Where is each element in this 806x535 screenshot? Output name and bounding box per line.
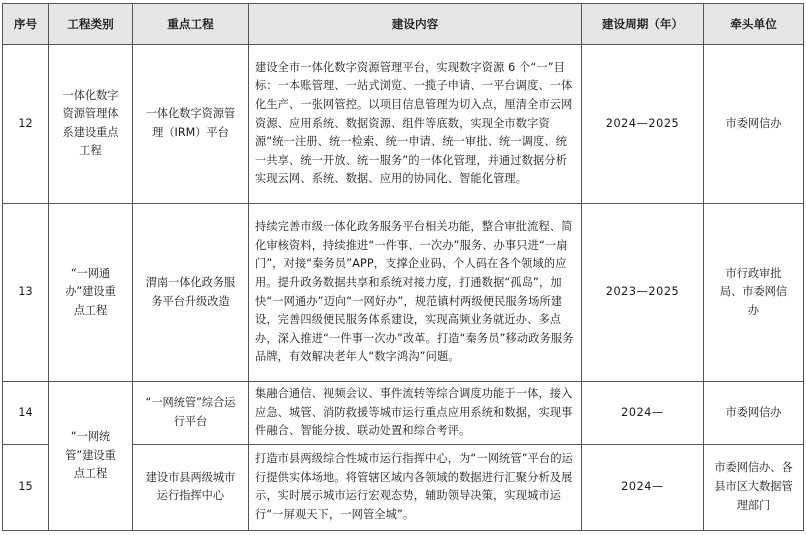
table-row (3, 45, 804, 204)
row-project-text: 渭南一体化政务服务平台升级改造 (145, 275, 236, 308)
row-lead (704, 45, 804, 204)
projects-table (2, 3, 804, 531)
header-row (3, 4, 804, 45)
row-category-text: “一网通办”建设重点工程 (65, 266, 116, 317)
row-lead (704, 444, 804, 530)
row-project-text: “一网统管”综合运行平台 (145, 396, 236, 428)
row-lead-text: 市行政审批局、市委网信办 (719, 266, 788, 317)
row-lead-text: 市委网信办、各县市区大数据管理部门 (714, 461, 793, 512)
row-no: 14 (3, 382, 49, 444)
row-period: 2024— (582, 444, 704, 530)
row-project (133, 382, 249, 444)
row-lead-text: 市委网信办 (725, 116, 782, 130)
row-project (133, 45, 249, 204)
row-content: 持续完善市级一体化政务服务平台相关功能，整合审批流程、简化审核资料，持续推进“一件事、一次办”服务、办事只进“一扇门”，对接“秦务员”APP，支撑企业码、个人码在各个领域的应用。提升政务数据共享和系统对接力度，打通数据“孤岛”，加快“一网通办”迈向“一网好办”，规范镇村两级便民服务场所建设，完善四级便民服务体系建设，实现高频业务就近办、多点办，深入推进“一件事一次办”改革。打造“秦务员”移动政务服务品牌，有效解决老年人“数字鸿沟”问题。 (249, 203, 582, 382)
row-no: 13 (3, 203, 49, 382)
row-project (133, 203, 249, 382)
header-category: 工程类别 (49, 4, 133, 45)
row-project (133, 444, 249, 530)
header-project: 重点工程 (133, 4, 249, 45)
row-lead (704, 382, 804, 444)
table-row (3, 382, 804, 444)
row-content: 集融合通信、视频会议、事件流转等综合调度功能于一体，接入应急、城管、消防救援等城市运行重点应用系统和数据，实现事件融合、智能分拔、联动处置和综合考评。 (249, 382, 582, 444)
header-content: 建设内容 (249, 4, 582, 45)
row-category-text: “一网统管”建设重点工程 (65, 430, 116, 481)
header-no: 序号 (3, 4, 49, 45)
row-category (49, 382, 133, 531)
header-period: 建设周期（年） (582, 4, 704, 45)
row-no: 12 (3, 45, 49, 204)
row-project-text: 建设市县两级城市运行指挥中心 (145, 470, 236, 503)
row-period: 2023—2025 (582, 203, 704, 382)
row-period: 2024—2025 (582, 45, 704, 204)
row-no: 15 (3, 444, 49, 530)
row-lead (704, 203, 804, 382)
row-category (49, 203, 133, 382)
row-lead-text: 市委网信办 (725, 405, 782, 419)
table-row (3, 203, 804, 382)
header-lead: 牵头单位 (704, 4, 804, 45)
row-period: 2024— (582, 382, 704, 444)
row-content: 建设全市一体化数字资源管理平台，实现数字资源 6 个“一”目标：一本账管理、一站式浏览、一揽子申请、一平台调度、一体化生产、一张网管控。以项目信息管理为切入点，厘清全市云网资源、应用系统、数据资源、组件等底数，实现全市数字资源“统一注册、统一检索、统一申请、统一审批、统一调度、统一共享、统一开放、统一服务”的一体化管理，并通过数据分析实现云网、系统、数据、应用的协同化、智能化管理。 (249, 45, 582, 204)
row-project-text: 一体化数字资源管理（IRM）平台 (145, 107, 236, 139)
row-category (49, 45, 133, 204)
row-category-text: 一体化数字资源管理体系建设重点工程 (62, 88, 119, 158)
row-content: 打造市县两级综合性城市运行指挥中心，为“一网统管”平台的运行提供实体场地。将管辖区域内各领域的数据进行汇聚分析及展示，实时展示城市运行宏观态势，辅助领导决策，实现城市运行“一屏观天下，一网管全城”。 (249, 444, 582, 530)
